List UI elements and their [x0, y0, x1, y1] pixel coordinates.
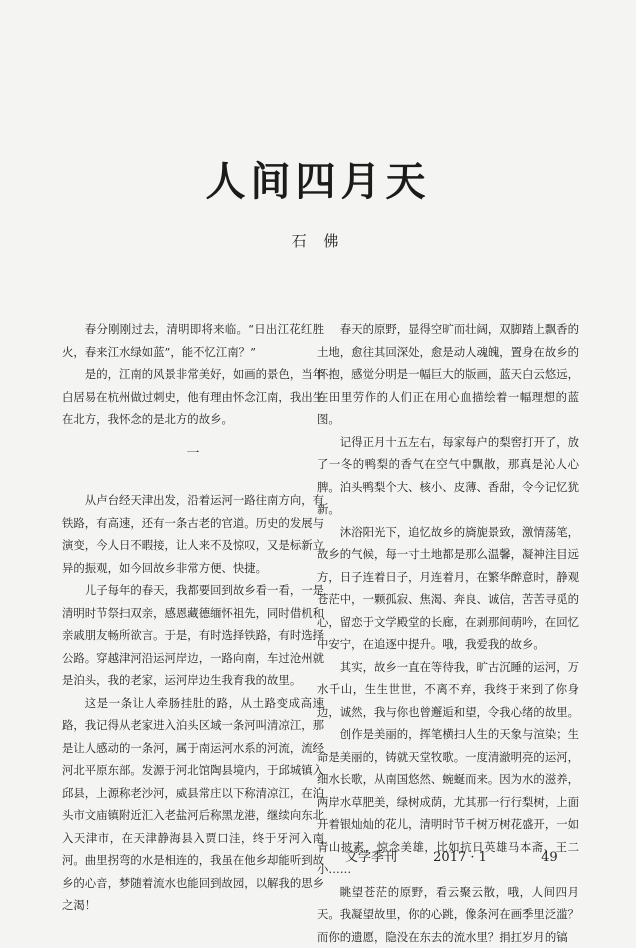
paragraph: 创作是美丽的，挥笔横扫人生的天象与渲染；生命是美丽的，铸就天堂牧歌。一度清澈明亮的运河，细水长歌，从南国悠然、蜿蜒而来。因为水的滋养，两岸水草肥美，绿树成荫，尤其那一行行梨树，上面开着银灿灿的花儿，清明时节千树万树花盛开，一如青山披素，惊念美雄，比如抗日英雄马本斋、王二小…… [317, 723, 579, 881]
paragraph: 从卢台经天津出发，沿着运河一路往南方向，有铁路，有高速，还有一条古老的官道。历史的发展与演变，今人日不暇接，让人来不及惊叹，又是标新立异的振观，如今回故乡非常方便、快捷。 [62, 489, 324, 579]
journal-name: 文学季刊 [345, 850, 397, 865]
article-title: 人间四月天 [0, 150, 636, 207]
issue-label: 2017 · 1 [433, 850, 487, 865]
page-number: 49 [541, 850, 558, 865]
paragraph: 沐浴阳光下，追忆故乡的旖旎景致，激情荡笔，故乡的气候，每一寸土地都是那么温馨，凝神注目远方，日子连着日子，月连着月，在繁华醉意时，静观苍茫中，一颗孤寂、焦渴、奔良、诚信，苦苦寻觅的心，留恋于文学殿堂的长廊，在剥那间萌吟，在回忆中安宁，在追逐中提升。哦，我爱我的故乡。 [317, 521, 579, 656]
paragraph: 春天的原野，显得空旷而壮阔，双脚踏上飘香的土地，愈往其回深处，愈是动人魂魄，置身在故乡的怀抱，感觉分明是一幅巨大的版画，蓝天白云悠远，在田里劳作的人们正在用心血描绘着一幅理想的蓝图。 [317, 318, 579, 431]
article-author: 石 佛 [0, 230, 636, 251]
paragraph: 是的，江南的风景非常美好，如画的景色，当年白居易在杭州做过刺史，他有理由怀念江南，我出生在北方，我怀念的是北方的故乡。 [62, 363, 324, 431]
paragraph: 春分刚刚过去，清明即将来临。“日出江花红胜火，春来江水绿如蓝”，能不忆江南？” [62, 318, 324, 363]
left-column [62, 318, 324, 917]
paragraph: 眺望苍茫的原野，看云聚云散，哦，人间四月天。我凝望故里，你的心跳，像条河在画季里泛滥？而你的遗愿，隐没在东去的流水里？捐扛岁月的镐 [317, 881, 579, 948]
page-footer [345, 846, 590, 865]
paragraph: 其实，故乡一直在等待我，旷古沉睡的运河，万水千山，生生世世，不离不弃，我终于来到了你身边，诚然，我与你也曾邂逅和望，令我心绪的故里。 [317, 656, 579, 724]
section-number: 一 [62, 443, 324, 466]
paragraph: 这是一条让人牵肠挂肚的路，从土路变成高速路，我记得从老家进入泊头区域一条河叫清凉江，那是让人感动的一条河，属于南运河水系的河流，流经河北平原东部。发源于河北馆陶县境内，于邱城镇入邱县，上源称老沙河，威县常庄以下称清凉江，在泊头市文庙镇附近汇入老盐河后称黑龙港，继续向东北入天津市，在天津静海县入贾口洼，终于牙河入南河。曲里拐弯的水是相连的，我虽在他乡却能听到故乡的心音，梦随着流水也能回到故园，以解我的思乡之渴！ [62, 692, 324, 917]
paragraph: 记得正月十五左右，每家每户的梨窖打开了，放了一冬的鸭梨的香气在空气中飘散，那真是沁人心脾。泊头鸭梨个大、核小、皮薄、香甜，令今记忆犹新。 [317, 431, 579, 521]
paragraph: 儿子每年的春天，我都要回到故乡看一看，一是清明时节祭扫双亲，感恩藏德缅怀祖先，同时借机和亲戚朋友畅所欲言。于是，有时选择铁路，有时选择公路。穿越津河沿运河岸边，一路向南，车过沧州就是泊头，我的老家，运河岸边生我育我的故里。 [62, 579, 324, 692]
